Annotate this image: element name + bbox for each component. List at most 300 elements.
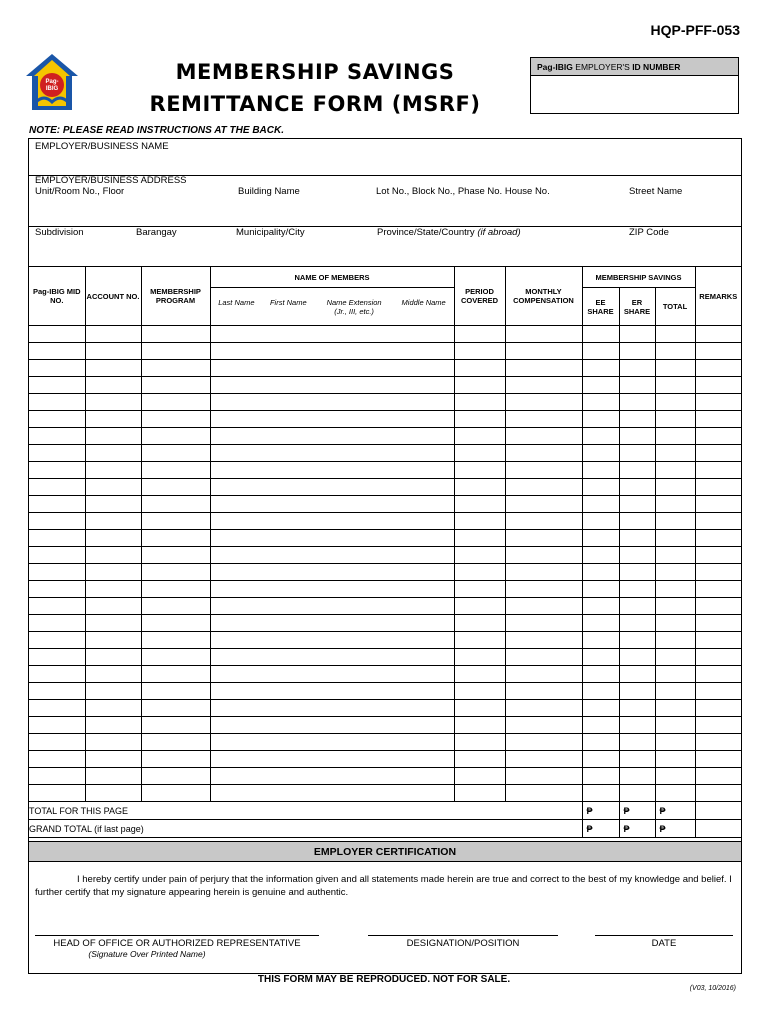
- table-cell[interactable]: [619, 445, 655, 462]
- table-cell[interactable]: [695, 615, 741, 632]
- table-cell[interactable]: [582, 547, 619, 564]
- table-cell[interactable]: [29, 496, 85, 513]
- table-cell[interactable]: [655, 513, 695, 530]
- table-cell[interactable]: [85, 513, 141, 530]
- date-line[interactable]: [595, 935, 733, 936]
- table-cell[interactable]: [210, 411, 454, 428]
- table-cell[interactable]: [582, 768, 619, 785]
- table-cell[interactable]: [454, 717, 505, 734]
- table-cell[interactable]: [582, 343, 619, 360]
- table-cell[interactable]: [141, 326, 210, 343]
- table-cell[interactable]: [582, 717, 619, 734]
- table-cell[interactable]: [85, 734, 141, 751]
- table-cell[interactable]: [695, 751, 741, 768]
- table-cell[interactable]: [619, 428, 655, 445]
- table-cell[interactable]: [141, 445, 210, 462]
- table-cell[interactable]: [454, 360, 505, 377]
- table-row: [29, 428, 741, 445]
- table-cell[interactable]: [505, 700, 582, 717]
- table-cell[interactable]: [141, 717, 210, 734]
- table-cell[interactable]: [619, 479, 655, 496]
- table-cell[interactable]: [85, 751, 141, 768]
- table-cell[interactable]: [655, 700, 695, 717]
- table-cell[interactable]: [210, 360, 454, 377]
- table-cell[interactable]: [582, 513, 619, 530]
- grand-remarks: [695, 820, 741, 838]
- table-cell[interactable]: [85, 564, 141, 581]
- table-cell[interactable]: [655, 751, 695, 768]
- table-cell[interactable]: [655, 445, 695, 462]
- table-cell[interactable]: [454, 377, 505, 394]
- table-cell[interactable]: [210, 768, 454, 785]
- table-cell[interactable]: [505, 734, 582, 751]
- table-cell[interactable]: [454, 683, 505, 700]
- table-cell[interactable]: [29, 445, 85, 462]
- table-cell[interactable]: [210, 343, 454, 360]
- table-cell[interactable]: [505, 530, 582, 547]
- table-cell[interactable]: [210, 445, 454, 462]
- table-cell[interactable]: [454, 547, 505, 564]
- table-cell[interactable]: [141, 377, 210, 394]
- total-sum-peso[interactable]: ₱: [655, 802, 695, 820]
- table-cell[interactable]: [655, 581, 695, 598]
- table-cell[interactable]: [85, 785, 141, 802]
- table-cell[interactable]: [505, 547, 582, 564]
- table-cell[interactable]: [454, 462, 505, 479]
- table-cell[interactable]: [85, 547, 141, 564]
- table-cell[interactable]: [655, 649, 695, 666]
- table-cell[interactable]: [505, 785, 582, 802]
- table-cell[interactable]: [141, 411, 210, 428]
- table-cell[interactable]: [505, 751, 582, 768]
- table-cell[interactable]: [210, 717, 454, 734]
- table-cell[interactable]: [582, 445, 619, 462]
- table-cell[interactable]: [29, 394, 85, 411]
- table-cell[interactable]: [210, 581, 454, 598]
- table-cell[interactable]: [582, 394, 619, 411]
- table-cell[interactable]: [141, 547, 210, 564]
- table-cell[interactable]: [619, 751, 655, 768]
- table-cell[interactable]: [29, 683, 85, 700]
- table-cell[interactable]: [582, 700, 619, 717]
- signature-line[interactable]: [35, 935, 319, 936]
- table-cell[interactable]: [141, 513, 210, 530]
- table-cell[interactable]: [582, 649, 619, 666]
- table-cell[interactable]: [85, 462, 141, 479]
- table-cell[interactable]: [695, 581, 741, 598]
- table-cell[interactable]: [29, 564, 85, 581]
- table-cell[interactable]: [454, 768, 505, 785]
- table-cell[interactable]: [582, 462, 619, 479]
- table-cell[interactable]: [582, 666, 619, 683]
- table-cell[interactable]: [29, 377, 85, 394]
- table-cell[interactable]: [141, 632, 210, 649]
- table-cell[interactable]: [85, 632, 141, 649]
- table-cell[interactable]: [141, 394, 210, 411]
- table-cell[interactable]: [655, 411, 695, 428]
- table-cell[interactable]: [582, 530, 619, 547]
- table-cell[interactable]: [210, 428, 454, 445]
- table-cell[interactable]: [695, 649, 741, 666]
- table-cell[interactable]: [505, 717, 582, 734]
- table-cell[interactable]: [695, 547, 741, 564]
- table-cell[interactable]: [505, 428, 582, 445]
- table-cell[interactable]: [210, 530, 454, 547]
- table-cell[interactable]: [210, 683, 454, 700]
- table-cell[interactable]: [85, 598, 141, 615]
- table-cell[interactable]: [505, 394, 582, 411]
- table-cell[interactable]: [454, 479, 505, 496]
- table-cell[interactable]: [655, 462, 695, 479]
- table-cell[interactable]: [655, 326, 695, 343]
- table-cell[interactable]: [454, 564, 505, 581]
- table-cell[interactable]: [619, 326, 655, 343]
- table-cell[interactable]: [85, 768, 141, 785]
- table-cell[interactable]: [210, 547, 454, 564]
- table-cell[interactable]: [619, 581, 655, 598]
- table-cell[interactable]: [29, 479, 85, 496]
- table-cell[interactable]: [655, 428, 695, 445]
- table-cell[interactable]: [141, 785, 210, 802]
- table-cell[interactable]: [210, 462, 454, 479]
- table-cell[interactable]: [695, 734, 741, 751]
- table-cell[interactable]: [695, 428, 741, 445]
- table-cell[interactable]: [619, 649, 655, 666]
- table-cell[interactable]: [29, 615, 85, 632]
- table-cell[interactable]: [655, 530, 695, 547]
- table-cell[interactable]: [454, 428, 505, 445]
- table-cell[interactable]: [29, 530, 85, 547]
- table-cell[interactable]: [141, 479, 210, 496]
- table-cell[interactable]: [619, 564, 655, 581]
- table-cell[interactable]: [29, 649, 85, 666]
- table-cell[interactable]: [505, 615, 582, 632]
- table-cell[interactable]: [141, 768, 210, 785]
- table-cell[interactable]: [655, 734, 695, 751]
- table-cell[interactable]: [505, 632, 582, 649]
- table-cell[interactable]: [85, 700, 141, 717]
- table-cell[interactable]: [141, 343, 210, 360]
- grand-er-peso[interactable]: ₱: [619, 820, 655, 838]
- table-cell[interactable]: [505, 377, 582, 394]
- table-cell[interactable]: [85, 445, 141, 462]
- table-cell[interactable]: [582, 751, 619, 768]
- table-cell[interactable]: [29, 751, 85, 768]
- table-cell[interactable]: [85, 343, 141, 360]
- table-cell[interactable]: [695, 479, 741, 496]
- table-cell[interactable]: [454, 734, 505, 751]
- table-cell[interactable]: [655, 394, 695, 411]
- table-cell[interactable]: [29, 717, 85, 734]
- table-cell[interactable]: [505, 683, 582, 700]
- table-cell[interactable]: [210, 326, 454, 343]
- table-cell[interactable]: [505, 343, 582, 360]
- table-cell[interactable]: [505, 326, 582, 343]
- grand-sum-peso[interactable]: ₱: [655, 820, 695, 838]
- table-cell[interactable]: [695, 530, 741, 547]
- table-cell[interactable]: [582, 428, 619, 445]
- table-cell[interactable]: [454, 326, 505, 343]
- table-cell[interactable]: [141, 462, 210, 479]
- total-ee-peso[interactable]: ₱: [582, 802, 619, 820]
- table-cell[interactable]: [655, 768, 695, 785]
- table-cell[interactable]: [655, 564, 695, 581]
- table-cell[interactable]: [454, 445, 505, 462]
- table-cell[interactable]: [505, 581, 582, 598]
- table-cell[interactable]: [582, 411, 619, 428]
- table-cell[interactable]: [141, 666, 210, 683]
- table-cell[interactable]: [210, 734, 454, 751]
- table-cell[interactable]: [454, 394, 505, 411]
- table-cell[interactable]: [210, 394, 454, 411]
- table-cell[interactable]: [655, 632, 695, 649]
- table-cell[interactable]: [141, 734, 210, 751]
- table-cell[interactable]: [85, 581, 141, 598]
- total-er-peso[interactable]: ₱: [619, 802, 655, 820]
- table-cell[interactable]: [141, 700, 210, 717]
- table-cell[interactable]: [619, 717, 655, 734]
- table-cell[interactable]: [454, 343, 505, 360]
- table-cell[interactable]: [29, 411, 85, 428]
- table-cell[interactable]: [85, 360, 141, 377]
- table-cell[interactable]: [619, 632, 655, 649]
- table-cell[interactable]: [505, 496, 582, 513]
- table-cell[interactable]: [619, 734, 655, 751]
- table-cell[interactable]: [655, 479, 695, 496]
- business-name-field[interactable]: [29, 139, 741, 175]
- table-cell[interactable]: [141, 581, 210, 598]
- table-cell[interactable]: [619, 377, 655, 394]
- table-cell[interactable]: [655, 615, 695, 632]
- table-cell[interactable]: [619, 547, 655, 564]
- table-cell[interactable]: [141, 564, 210, 581]
- table-cell[interactable]: [505, 513, 582, 530]
- table-cell[interactable]: [454, 615, 505, 632]
- table-cell[interactable]: [582, 683, 619, 700]
- col-comp-header: MONTHLY COMPENSATION: [505, 267, 582, 326]
- table-cell[interactable]: [210, 700, 454, 717]
- table-cell[interactable]: [85, 530, 141, 547]
- table-cell[interactable]: [695, 564, 741, 581]
- table-cell[interactable]: [210, 666, 454, 683]
- table-cell[interactable]: [695, 717, 741, 734]
- table-cell[interactable]: [582, 564, 619, 581]
- table-cell[interactable]: [141, 428, 210, 445]
- table-cell[interactable]: [454, 785, 505, 802]
- table-cell[interactable]: [695, 377, 741, 394]
- table-cell[interactable]: [582, 496, 619, 513]
- table-cell[interactable]: [505, 564, 582, 581]
- table-cell[interactable]: [505, 598, 582, 615]
- table-cell[interactable]: [582, 615, 619, 632]
- table-cell[interactable]: [695, 598, 741, 615]
- table-cell[interactable]: [141, 683, 210, 700]
- table-cell[interactable]: [655, 547, 695, 564]
- form-title: [100, 56, 530, 120]
- table-cell[interactable]: [141, 649, 210, 666]
- table-cell[interactable]: [695, 683, 741, 700]
- table-cell[interactable]: [505, 411, 582, 428]
- table-cell[interactable]: [210, 632, 454, 649]
- table-cell[interactable]: [619, 666, 655, 683]
- table-cell[interactable]: [695, 462, 741, 479]
- subdivision-label: Subdivision: [35, 227, 84, 238]
- table-cell[interactable]: [141, 496, 210, 513]
- table-row: [29, 751, 741, 768]
- table-cell[interactable]: [454, 496, 505, 513]
- table-cell[interactable]: [454, 632, 505, 649]
- table-cell[interactable]: [29, 666, 85, 683]
- table-cell[interactable]: [505, 479, 582, 496]
- table-cell[interactable]: [85, 377, 141, 394]
- table-cell[interactable]: [454, 513, 505, 530]
- table-cell[interactable]: [505, 462, 582, 479]
- table-cell[interactable]: [454, 649, 505, 666]
- designation-line[interactable]: [368, 935, 558, 936]
- table-cell[interactable]: [454, 411, 505, 428]
- table-cell[interactable]: [210, 751, 454, 768]
- table-cell[interactable]: [210, 479, 454, 496]
- table-cell[interactable]: [695, 666, 741, 683]
- table-cell[interactable]: [29, 581, 85, 598]
- table-cell[interactable]: [29, 462, 85, 479]
- table-cell[interactable]: [210, 615, 454, 632]
- table-cell[interactable]: [655, 683, 695, 700]
- table-cell[interactable]: [85, 428, 141, 445]
- table-cell[interactable]: [141, 360, 210, 377]
- table-cell[interactable]: [29, 513, 85, 530]
- table-cell[interactable]: [85, 394, 141, 411]
- table-cell[interactable]: [454, 598, 505, 615]
- table-cell[interactable]: [454, 751, 505, 768]
- table-cell[interactable]: [454, 581, 505, 598]
- table-cell[interactable]: [695, 360, 741, 377]
- table-cell[interactable]: [619, 615, 655, 632]
- table-cell[interactable]: [582, 360, 619, 377]
- table-cell[interactable]: [695, 700, 741, 717]
- table-cell[interactable]: [141, 598, 210, 615]
- table-cell[interactable]: [210, 598, 454, 615]
- table-cell[interactable]: [210, 377, 454, 394]
- table-cell[interactable]: [619, 343, 655, 360]
- table-cell[interactable]: [582, 326, 619, 343]
- table-cell[interactable]: [210, 564, 454, 581]
- table-cell[interactable]: [655, 343, 695, 360]
- table-cell[interactable]: [29, 547, 85, 564]
- table-cell[interactable]: [29, 734, 85, 751]
- table-cell[interactable]: [505, 649, 582, 666]
- table-cell[interactable]: [29, 785, 85, 802]
- table-cell[interactable]: [210, 649, 454, 666]
- table-cell[interactable]: [695, 343, 741, 360]
- table-cell[interactable]: [505, 666, 582, 683]
- table-cell[interactable]: [695, 394, 741, 411]
- table-cell[interactable]: [695, 632, 741, 649]
- table-cell[interactable]: [29, 598, 85, 615]
- table-cell[interactable]: [619, 394, 655, 411]
- table-cell[interactable]: [210, 513, 454, 530]
- table-cell[interactable]: [619, 683, 655, 700]
- table-cell[interactable]: [619, 598, 655, 615]
- table-cell[interactable]: [619, 530, 655, 547]
- table-cell[interactable]: [655, 598, 695, 615]
- table-cell[interactable]: [619, 496, 655, 513]
- employer-id-field[interactable]: [531, 76, 738, 113]
- table-cell[interactable]: [29, 632, 85, 649]
- table-cell[interactable]: [505, 360, 582, 377]
- table-cell[interactable]: [655, 785, 695, 802]
- table-cell[interactable]: [582, 581, 619, 598]
- table-cell[interactable]: [695, 326, 741, 343]
- table-cell[interactable]: [141, 751, 210, 768]
- table-cell[interactable]: [29, 343, 85, 360]
- table-cell[interactable]: [582, 479, 619, 496]
- table-cell[interactable]: [619, 785, 655, 802]
- table-cell[interactable]: [141, 615, 210, 632]
- table-cell[interactable]: [29, 428, 85, 445]
- grand-ee-peso[interactable]: ₱: [582, 820, 619, 838]
- table-cell[interactable]: [582, 632, 619, 649]
- table-cell[interactable]: [655, 496, 695, 513]
- table-cell[interactable]: [210, 785, 454, 802]
- table-cell[interactable]: [454, 530, 505, 547]
- table-cell[interactable]: [454, 700, 505, 717]
- table-cell[interactable]: [29, 326, 85, 343]
- table-cell[interactable]: [505, 768, 582, 785]
- table-cell[interactable]: [85, 717, 141, 734]
- table-cell[interactable]: [695, 785, 741, 802]
- table-cell[interactable]: [655, 666, 695, 683]
- table-cell[interactable]: [655, 717, 695, 734]
- table-cell[interactable]: [695, 513, 741, 530]
- table-cell[interactable]: [29, 700, 85, 717]
- table-cell[interactable]: [210, 496, 454, 513]
- table-cell[interactable]: [582, 785, 619, 802]
- table-cell[interactable]: [85, 496, 141, 513]
- table-cell[interactable]: [619, 768, 655, 785]
- table-cell[interactable]: [85, 479, 141, 496]
- table-cell[interactable]: [85, 683, 141, 700]
- table-cell[interactable]: [695, 496, 741, 513]
- form-body: [28, 138, 742, 974]
- table-cell[interactable]: [655, 360, 695, 377]
- table-cell[interactable]: [582, 734, 619, 751]
- table-cell[interactable]: [655, 377, 695, 394]
- table-cell[interactable]: [619, 462, 655, 479]
- table-cell[interactable]: [695, 768, 741, 785]
- table-cell[interactable]: [29, 768, 85, 785]
- designation-block: [368, 935, 558, 949]
- table-cell[interactable]: [29, 360, 85, 377]
- table-cell[interactable]: [85, 615, 141, 632]
- table-cell[interactable]: [85, 649, 141, 666]
- table-cell[interactable]: [141, 530, 210, 547]
- table-cell[interactable]: [85, 326, 141, 343]
- table-cell[interactable]: [582, 377, 619, 394]
- table-cell[interactable]: [505, 445, 582, 462]
- table-cell[interactable]: [85, 411, 141, 428]
- table-cell[interactable]: [619, 411, 655, 428]
- table-cell[interactable]: [582, 598, 619, 615]
- table-cell[interactable]: [619, 700, 655, 717]
- table-cell[interactable]: [619, 360, 655, 377]
- table-cell[interactable]: [619, 513, 655, 530]
- table-cell[interactable]: [454, 666, 505, 683]
- table-cell[interactable]: [85, 666, 141, 683]
- grand-total-label: GRAND TOTAL (if last page): [29, 820, 582, 838]
- table-cell[interactable]: [695, 411, 741, 428]
- table-cell[interactable]: [695, 445, 741, 462]
